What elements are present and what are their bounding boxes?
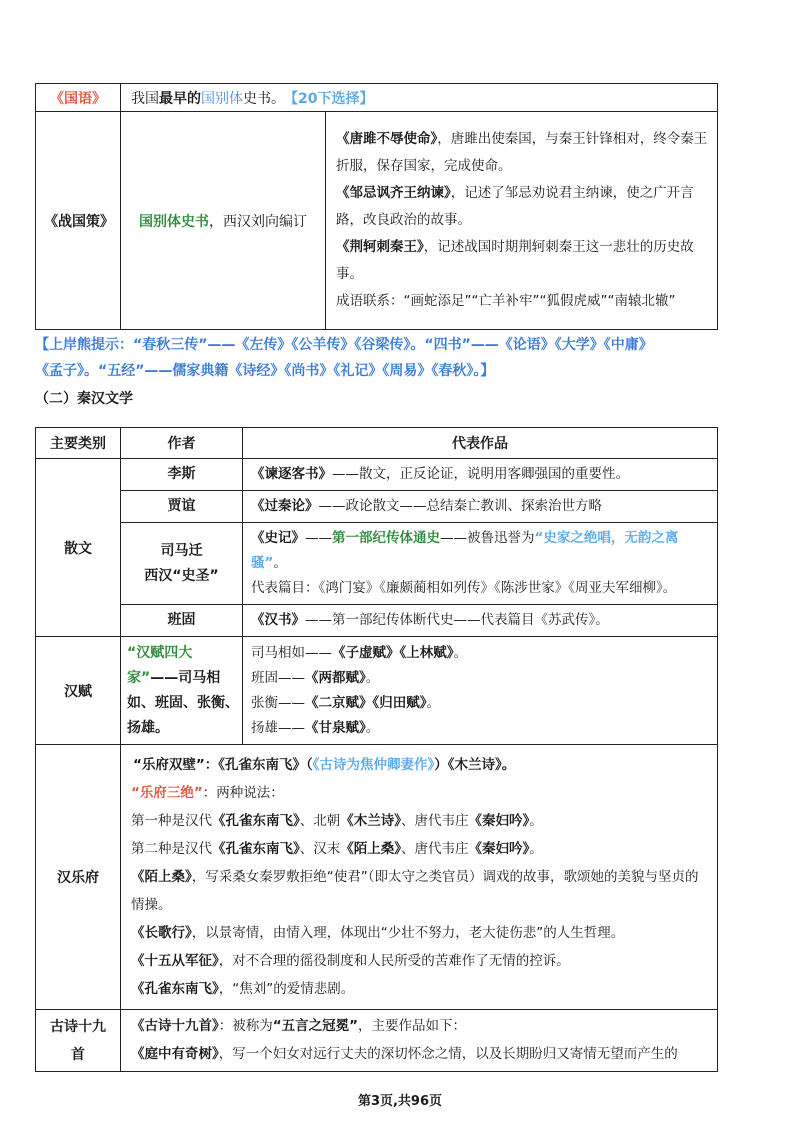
fu-end: 。 — [453, 644, 467, 661]
table-row — [36, 745, 718, 1010]
desc-bold: 最早的 — [159, 90, 201, 107]
fu-name: 班固—— — [251, 669, 305, 686]
yuefu-text: 。 — [529, 841, 543, 857]
yuefu-text: 、汉末 — [299, 841, 341, 857]
work-title: 《邹忌讽齐王纳谏》 — [336, 185, 451, 201]
yuefu-text: 第二种是汉代 — [131, 841, 212, 857]
table-row — [36, 1010, 718, 1072]
work-lisi — [243, 459, 718, 491]
genre-rest: ，西汉刘向编订 — [209, 213, 307, 230]
work-item — [336, 180, 709, 234]
work-text: ，记述了邹忌劝说君主纳谏，使之广开言路，改良政治的故事。 — [336, 185, 694, 228]
zhanguoce-genre — [121, 112, 326, 330]
table-row — [36, 491, 718, 523]
table-row — [36, 523, 718, 605]
work-gushi — [121, 1010, 718, 1072]
work-simaqian — [243, 523, 718, 605]
work-title: 《过秦论》 — [251, 498, 319, 514]
yuefu-line — [131, 779, 709, 807]
yuefu-text: ，以景寄情，由情入理，体现出“少壮不努力，老大徒伤悲”的人生哲理。 — [191, 925, 625, 941]
yuefu-title: 《秦妇吟》 — [468, 841, 530, 857]
gushi-text: ：被称为 — [218, 1018, 273, 1034]
yuefu-line — [131, 835, 709, 863]
work-fu — [243, 637, 718, 745]
work-title: 《谏逐客书》 — [251, 466, 332, 482]
gushi-text: ，写一个妇女对远行丈夫的深切怀念之情，以及长期盼归又寄情无望而产生的 — [218, 1046, 678, 1062]
yuefu-title: 《陌上桑》 — [340, 841, 401, 857]
work-bangu — [243, 605, 718, 637]
fu-item — [251, 691, 709, 716]
yuefu-title: 《十五从军征》 — [131, 953, 219, 969]
zhanguoce-title: 《战国策》 — [36, 112, 121, 330]
category-fu: 汉赋 — [36, 637, 121, 745]
desc-blue: 国别体 — [201, 90, 243, 107]
work-text: ——第一部纪传体断代史——代表篇目《苏武传》。 — [305, 612, 609, 628]
gushi-title: 《庭中有奇树》 — [131, 1046, 219, 1062]
work-title: 《唐雎不辱使命》 — [336, 131, 438, 147]
header-category: 主要类别 — [36, 428, 121, 459]
yuefu-title: 《孔雀东南飞》 — [212, 841, 300, 857]
fu-name: 张衡—— — [251, 694, 305, 711]
yuefu-line — [131, 863, 709, 919]
fu-works: 《两都赋》 — [305, 669, 366, 686]
work-yuefu — [121, 745, 718, 1010]
fu-works: 《二京赋》《归田赋》 — [305, 694, 427, 711]
guoyu-desc — [121, 84, 718, 112]
section-title: （二）秦汉文学 — [35, 391, 133, 407]
qinhan-literature-table — [35, 427, 718, 1072]
work-title: 《汉书》 — [251, 612, 305, 628]
yuefu-title: 《孔雀东南飞》 — [212, 813, 300, 829]
fu-end: 。 — [365, 719, 380, 736]
fu-end: 。 — [426, 694, 440, 711]
work-blue: “史家之绝唱，无韵之离骚” — [251, 530, 679, 571]
fu-item — [251, 666, 709, 691]
table-header — [36, 428, 718, 459]
header-works: 代表作品 — [243, 428, 718, 459]
yuefu-line — [131, 947, 709, 975]
fu-works: 《甘泉赋》 — [305, 719, 366, 736]
work-title: 《荆轲刺秦王》 — [336, 239, 424, 255]
yuefu-line — [131, 919, 709, 947]
fu-name: 扬雄—— — [251, 719, 305, 736]
category-line: 古诗十九 — [50, 1018, 106, 1035]
chapters: 代表篇目：《鸿门宴》《廉颇蔺相如列传》《陈涉世家》《周亚夫军细柳》。 — [251, 580, 677, 596]
gushi-bold: “五言之冠冕” — [272, 1018, 358, 1034]
work-text: ——散文，正反论证，说明用客卿强国的重要性。 — [332, 466, 629, 482]
table-row — [36, 605, 718, 637]
yuefu-text: ，“焦刘”的爱情悲剧。 — [218, 981, 355, 997]
table-row — [36, 459, 718, 491]
yuefu-text: 。 — [529, 813, 543, 829]
table-row — [36, 84, 718, 112]
author-simaqian — [121, 523, 243, 605]
yuefu-title: 《孔雀东南飞》 — [131, 981, 219, 997]
shiji-line — [251, 526, 709, 576]
work-text: ，唐雎出使秦国，与秦王针锋相对，终令秦王折服，保存国家，完成使命。 — [336, 131, 708, 174]
header-author: 作者 — [121, 428, 243, 459]
fu-item — [251, 641, 709, 666]
yuefu-text: ）《木兰诗》。 — [434, 757, 516, 773]
author-bangu: 班固 — [121, 605, 243, 637]
work-title: 《史记》 — [251, 530, 305, 546]
author-rest: ——司马相如、班固、张衡、扬雄。 — [127, 669, 239, 736]
author-lisi: 李斯 — [121, 459, 243, 491]
desc-post: 史书。 — [243, 90, 285, 107]
desc-pre: 我国 — [131, 90, 159, 107]
tip-line-1: 【上岸熊提示：“春秋三传”——《左传》《公羊传》《谷梁传》。“四书”——《论语》《大学》《中庸》 — [35, 337, 653, 353]
category-yuefu: 汉乐府 — [36, 745, 121, 1010]
author-jiayi: 贾谊 — [121, 491, 243, 523]
page-number: 第3页,共96页 — [357, 1094, 443, 1109]
author-fu — [121, 637, 243, 745]
fu-item — [251, 716, 709, 741]
yuefu-text: 、唐代韦庄 — [401, 813, 469, 829]
yuefu-line — [131, 751, 709, 779]
gushi-title: 《古诗十九首》 — [131, 1018, 219, 1034]
gushi-line — [131, 1012, 709, 1040]
author-line: 司马迁 — [160, 542, 203, 559]
yuefu-text: ，对不合理的徭役制度和人民所受的苦难作了无情的控诉。 — [218, 953, 570, 969]
work-text: ——政论散文——总结秦亡教训、探索治世方略 — [318, 498, 602, 514]
tip-line-2: 《孟子》。“五经”——儒家典籍《诗经》《尚书》《礼记》《周易》《春秋》。】 — [35, 363, 495, 379]
yuefu-text: 第一种是汉代 — [131, 813, 212, 829]
yuefu-text: ：两种说法： — [202, 785, 284, 801]
fu-name: 司马相如—— — [251, 644, 332, 661]
work-jiayi — [243, 491, 718, 523]
guoyu-title: 《国语》 — [36, 84, 121, 112]
yuefu-title: 《陌上桑》 — [131, 869, 192, 885]
gushi-text: ，主要作品如下： — [358, 1018, 466, 1034]
exam-tag: 【20下选择】 — [291, 90, 374, 107]
yuefu-blue: 《古诗为焦仲卿妻作》 — [312, 757, 435, 773]
work-text: 。 — [273, 555, 287, 571]
genre-green: 国别体史书 — [139, 213, 209, 230]
category-gushi — [36, 1010, 121, 1072]
work-text: —— — [305, 530, 332, 546]
gushi-line — [131, 1040, 709, 1068]
yuefu-title: 《秦妇吟》 — [468, 813, 530, 829]
work-item — [336, 126, 709, 180]
work-green: 第一部纪传体通史 — [332, 530, 440, 546]
work-text: ——被鲁迅誉为 — [440, 530, 535, 546]
yuefu-text: ，写采桑女秦罗敷拒绝“使君”（即太守之类官员）调戏的故事，歌颂她的美貌与坚贞的情操。 — [131, 869, 699, 913]
fu-end: 。 — [365, 669, 380, 686]
yuefu-title: 《长歌行》 — [131, 925, 192, 941]
fu-works: 《子虚赋》《上林赋》 — [332, 644, 454, 661]
yuefu-line — [131, 807, 709, 835]
author-line: 西汉“史圣” — [144, 567, 219, 584]
yuefu-title: 《木兰诗》 — [340, 813, 401, 829]
yuefu-red: “乐府三绝” — [131, 785, 203, 801]
work-text: ，记述战国时期荆轲刺秦王这一悲壮的历史故事。 — [336, 239, 694, 282]
yuefu-line — [131, 975, 709, 1003]
idioms: 成语联系：“画蛇添足”“亡羊补牢”“狐假虎威”“南辕北辙” — [336, 293, 676, 309]
guoyu-zhanguoce-table — [35, 83, 718, 330]
work-item — [336, 234, 709, 288]
author-green: “汉赋四大家” — [127, 644, 193, 686]
zhanguoce-works — [326, 112, 718, 330]
table-row — [36, 637, 718, 745]
category-line: 首 — [71, 1046, 85, 1063]
yuefu-text: 、北朝 — [299, 813, 341, 829]
table-row — [36, 112, 718, 330]
yuefu-text: 、唐代韦庄 — [401, 841, 469, 857]
yuefu-text: “乐府双壁”：《孔雀东南飞》（ — [133, 757, 313, 773]
category-prose: 散文 — [36, 459, 121, 637]
